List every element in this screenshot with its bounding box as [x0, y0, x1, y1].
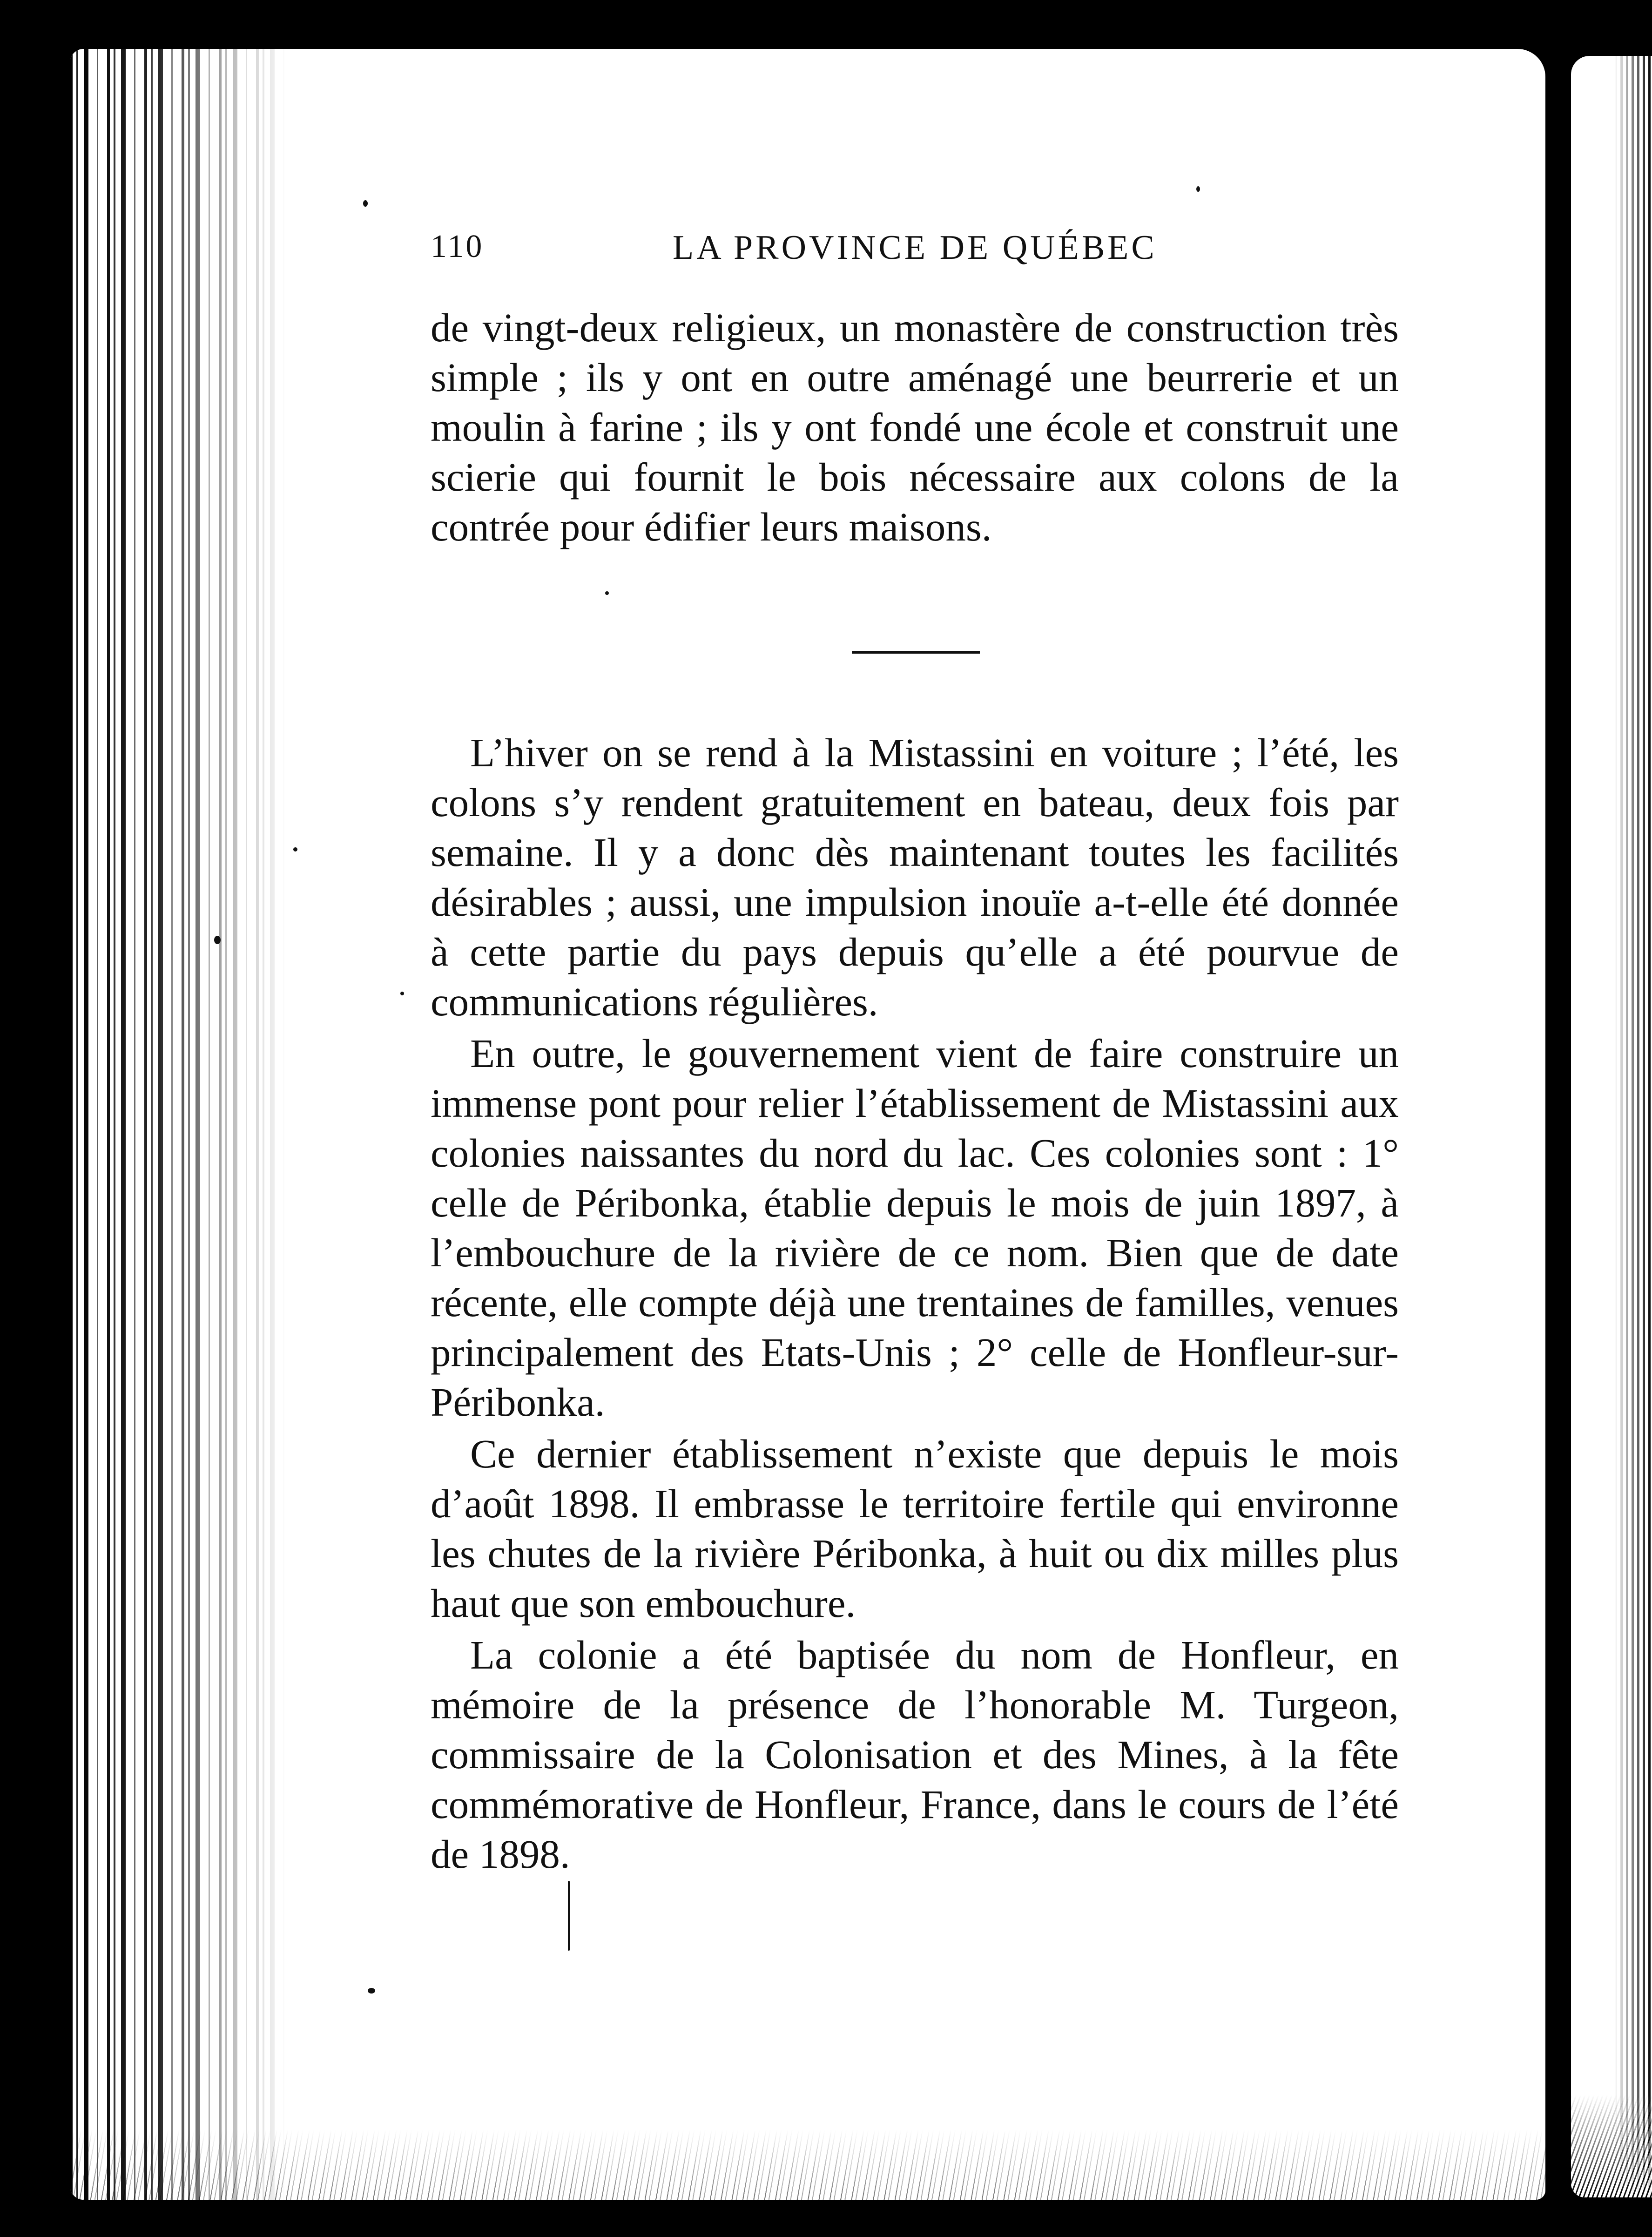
text-block-top — [431, 303, 1399, 552]
running-title: LA PROVINCE DE QUÉBEC — [673, 229, 1157, 267]
paragraph: L’hiver on se rend à la Mistassini en voiture ; l’été, les colons s’y rendent gratuitement en bateau, deux fois par semaine. Il y a donc dès maintenant toutes les facilités désirables ; aussi, une impulsion inouïe a-t-elle été donnée à cette partie du pays depuis qu’elle a été pourvue de communications régulières. — [431, 730, 1399, 1024]
paragraph: de vingt-deux religieux, un monastère de construction très simple ; ils y ont en outre aménagé une beurrerie et un moulin à farine ; ils y ont fondé une école et construit une scierie qui fournit le bois nécessaire aux colons de la contrée pour édifier leurs maisons. — [431, 305, 1399, 549]
scan-speck — [363, 200, 368, 207]
scan-speck — [568, 1881, 570, 1951]
bottom-edge-noise — [70, 2130, 1545, 2200]
scan-speck — [1196, 186, 1200, 192]
text-block-bottom — [431, 728, 1399, 1879]
paragraph: La colonie a été baptisée du nom de Honfleur, en mémoire de la présence de l’honorable M. Turgeon, commissaire de la Colonisation et des Mines, à la fête commémorative de Honfleur, France, dans le cours de l’été de 1898. — [431, 1632, 1399, 1877]
scan-speck — [605, 591, 609, 595]
adjacent-page-bottom-noise — [1571, 2095, 1652, 2197]
scan-speck — [293, 847, 297, 852]
scan-speck — [368, 1988, 375, 1994]
scan-speck — [214, 936, 221, 944]
scan-speck — [400, 992, 404, 995]
binding-gutter-shadow — [70, 49, 289, 2200]
page-number: 110 — [431, 229, 484, 264]
paragraph: Ce dernier établissement n’existe que depuis le mois d’août 1898. Il embrasse le territoire fertile qui environne les chutes de la rivière Péribonka, à huit ou dix milles plus haut que son embouchure. — [431, 1431, 1399, 1626]
adjacent-page-edge-noise — [1615, 56, 1652, 2197]
adjacent-page-edge — [1571, 56, 1652, 2197]
running-head — [431, 228, 1399, 279]
paragraph: En outre, le gouvernement vient de faire construire un immense pont pour relier l’établissement de Mistassini aux colonies naissantes du nord du lac. Ces colonies sont : 1° celle de Péribonka, établie depuis le mois de juin 1897, à l’embouchure de la rivière de ce nom. Bien que de date récente, elle compte déjà une trentaines de familles, venues principalement des Etats-Unis ; 2° celle de Honfleur-sur-Péribonka. — [431, 1031, 1399, 1425]
section-separator-rule — [852, 651, 980, 654]
